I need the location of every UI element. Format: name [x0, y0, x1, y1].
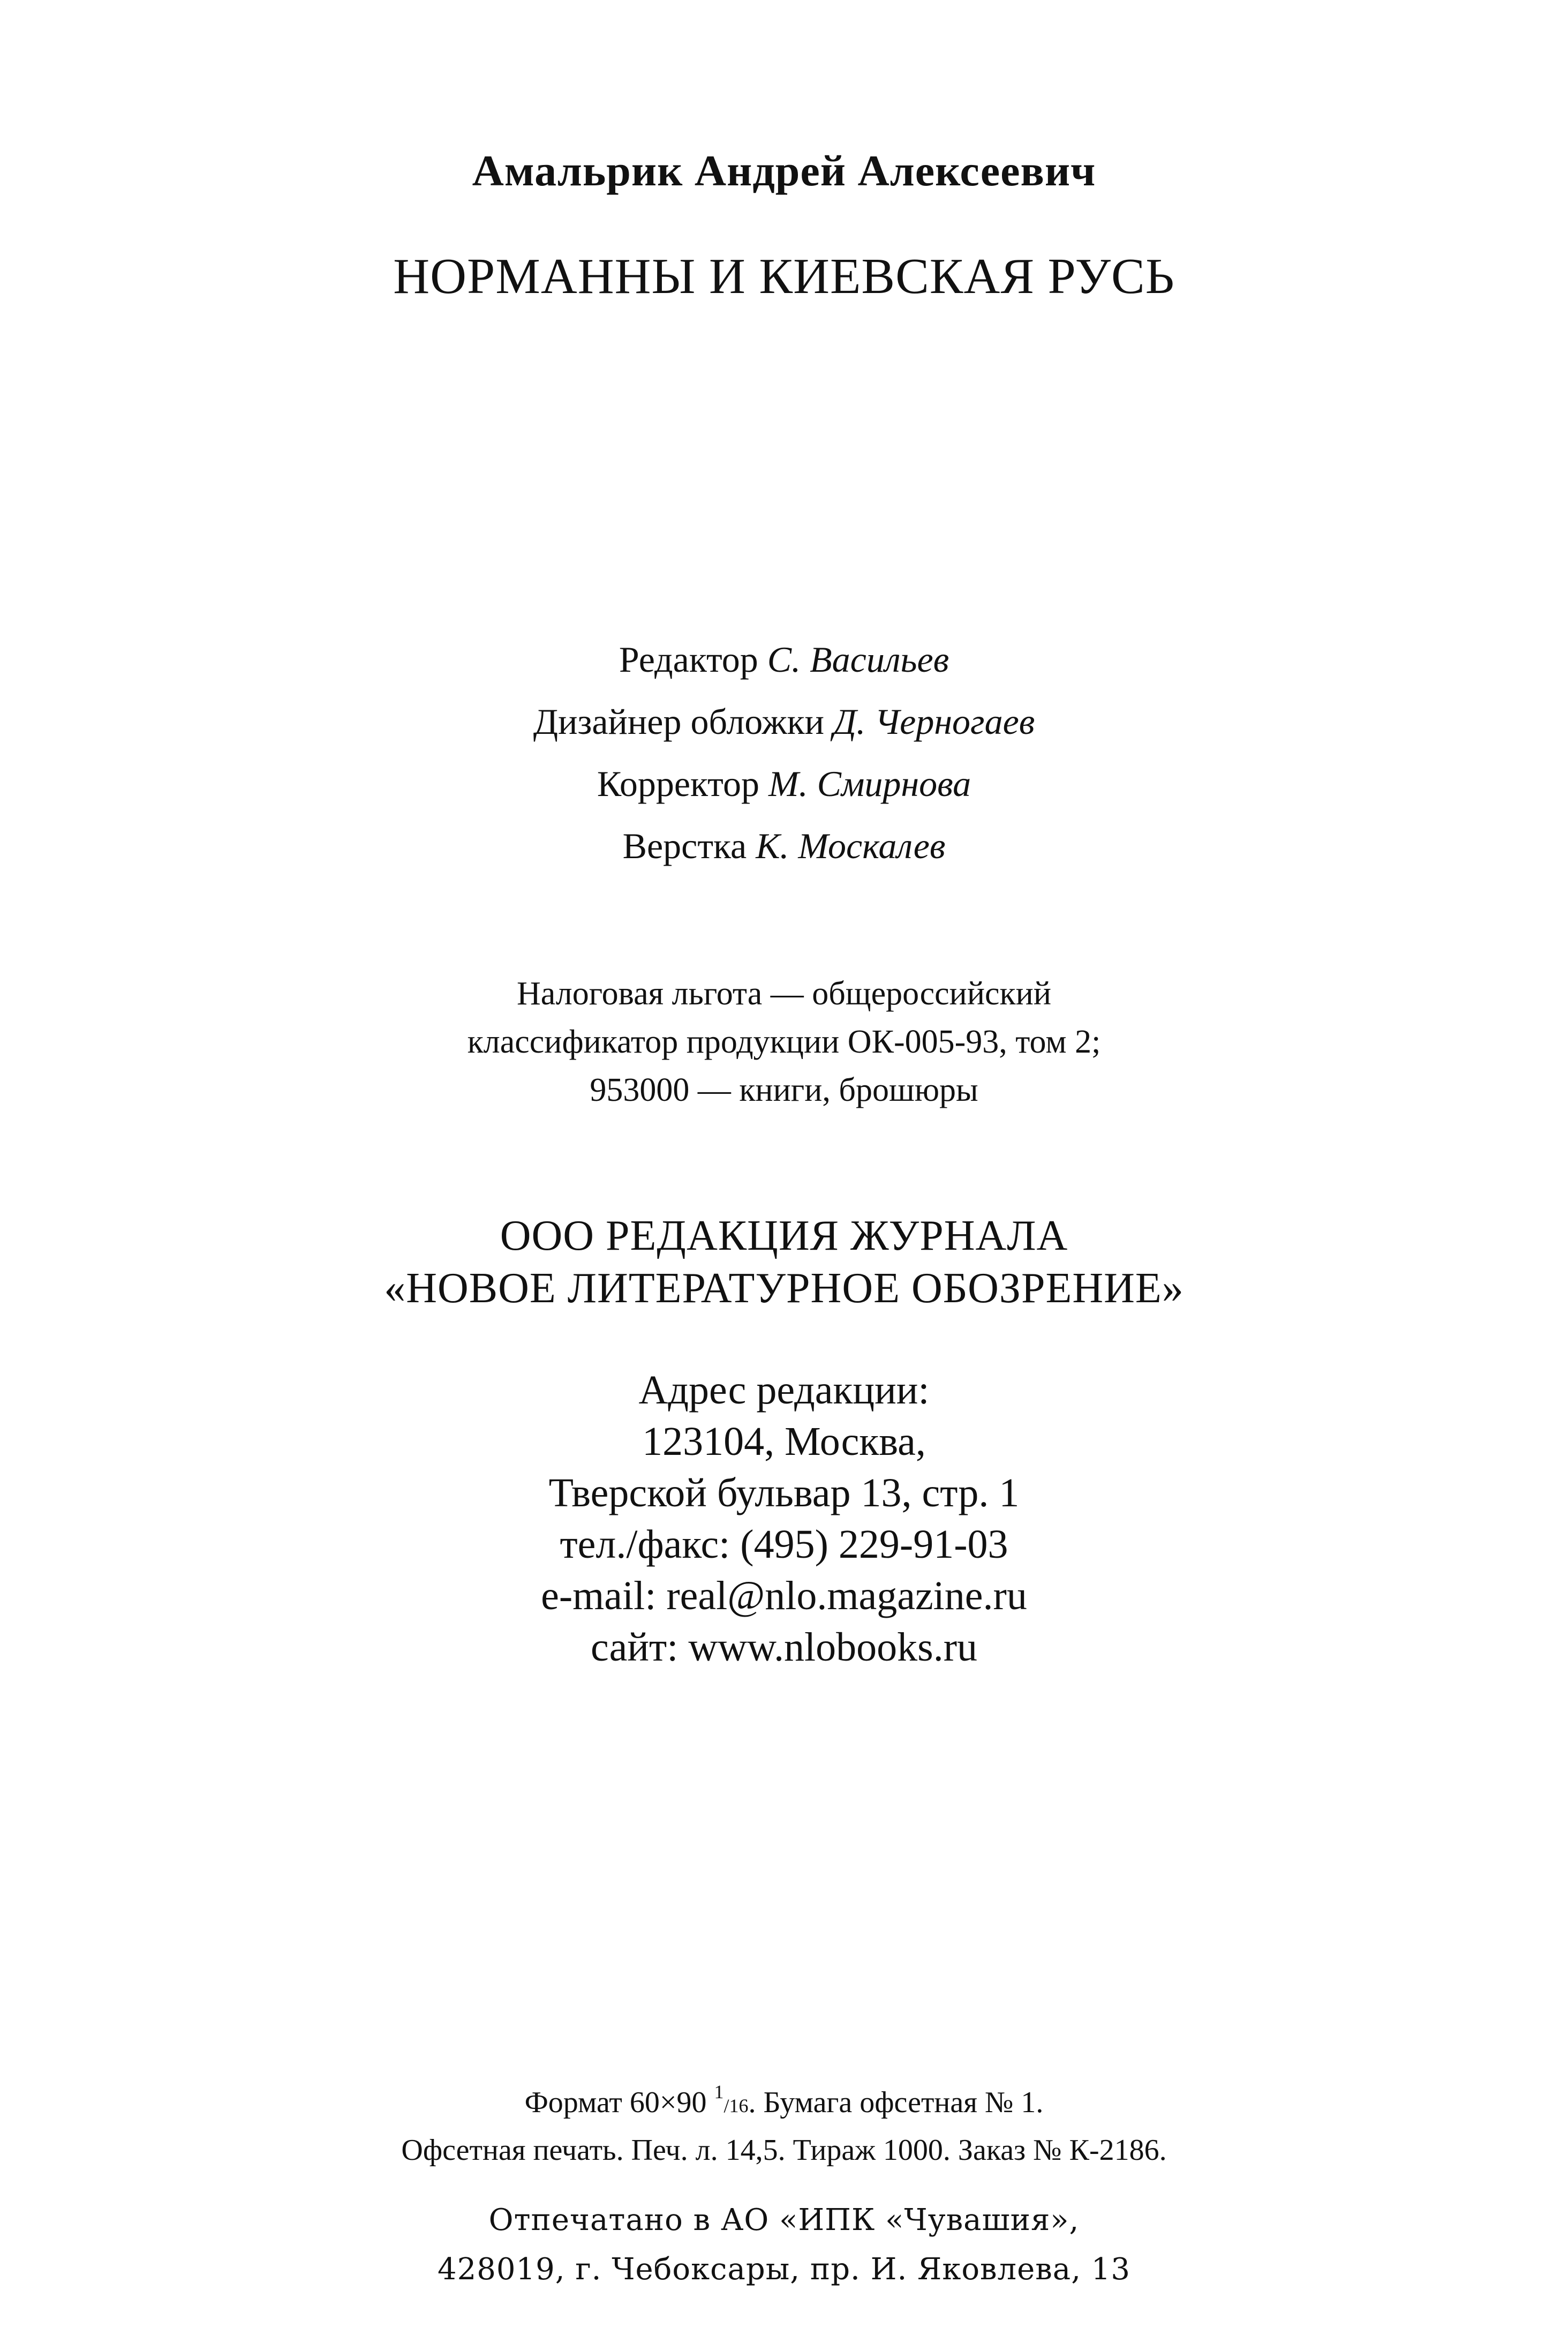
- address-site: сайт: www.nlobooks.ru: [590, 1625, 978, 1670]
- tax-note-line: 953000 — книги, брошюры: [590, 1072, 978, 1108]
- imprint-format-prefix: Формат 60×90: [524, 2086, 714, 2119]
- credit-person: С. Васильев: [767, 639, 949, 680]
- publisher-line: «НОВОЕ ЛИТЕРАТУРНОЕ ОБОЗРЕНИЕ»: [384, 1265, 1184, 1312]
- credit-role: Редактор: [619, 639, 758, 680]
- imprint-format-denominator: /16: [723, 2095, 749, 2116]
- credit-role: Корректор: [597, 763, 759, 804]
- author-name: Амальрик Андрей Алексеевич: [472, 146, 1096, 195]
- address-city: 123104, Москва,: [642, 1419, 926, 1464]
- credit-proofreader: [0, 763, 1568, 805]
- printer-line: 428019, г. Чебоксары, пр. И. Яковлева, 13: [437, 2252, 1131, 2287]
- printer-line: Отпечатано в АО «ИПК «Чувашия»,: [488, 2203, 1080, 2238]
- imprint-format-numerator: 1: [714, 2081, 724, 2103]
- credit-editor: [0, 639, 1568, 681]
- book-title: НОРМАННЫ И КИЕВСКАЯ РУСЬ: [393, 249, 1175, 304]
- imprint-format-suffix: . Бумага офсетная № 1.: [748, 2086, 1044, 2119]
- address-email: e-mail: real@nlo.magazine.ru: [541, 1573, 1027, 1618]
- tax-note-line: Налоговая льгота — общероссийский: [516, 975, 1052, 1012]
- address-phone: тел./факс: (495) 229-91-03: [560, 1522, 1008, 1567]
- credit-person: Д. Черногаев: [833, 701, 1035, 742]
- tax-note-line: классификатор продукции ОК-005-93, том 2;: [467, 1024, 1101, 1060]
- publisher-line: ООО РЕДАКЦИЯ ЖУРНАЛА: [500, 1212, 1068, 1259]
- credit-role: Верстка: [622, 825, 747, 866]
- credit-person: К. Москалев: [756, 825, 946, 866]
- imprint-format: [0, 2081, 1568, 2120]
- imprint-print-line: Офсетная печать. Печ. л. 14,5. Тираж 1000. Заказ № К-2186.: [401, 2134, 1167, 2167]
- credit-role: Дизайнер обложки: [533, 701, 825, 742]
- credit-person: М. Смирнова: [768, 763, 971, 804]
- address-label: Адрес редакции:: [638, 1368, 930, 1413]
- credit-cover-designer: [0, 701, 1568, 743]
- address-street: Тверской бульвар 13, стр. 1: [548, 1470, 1020, 1515]
- credit-layout: [0, 825, 1568, 867]
